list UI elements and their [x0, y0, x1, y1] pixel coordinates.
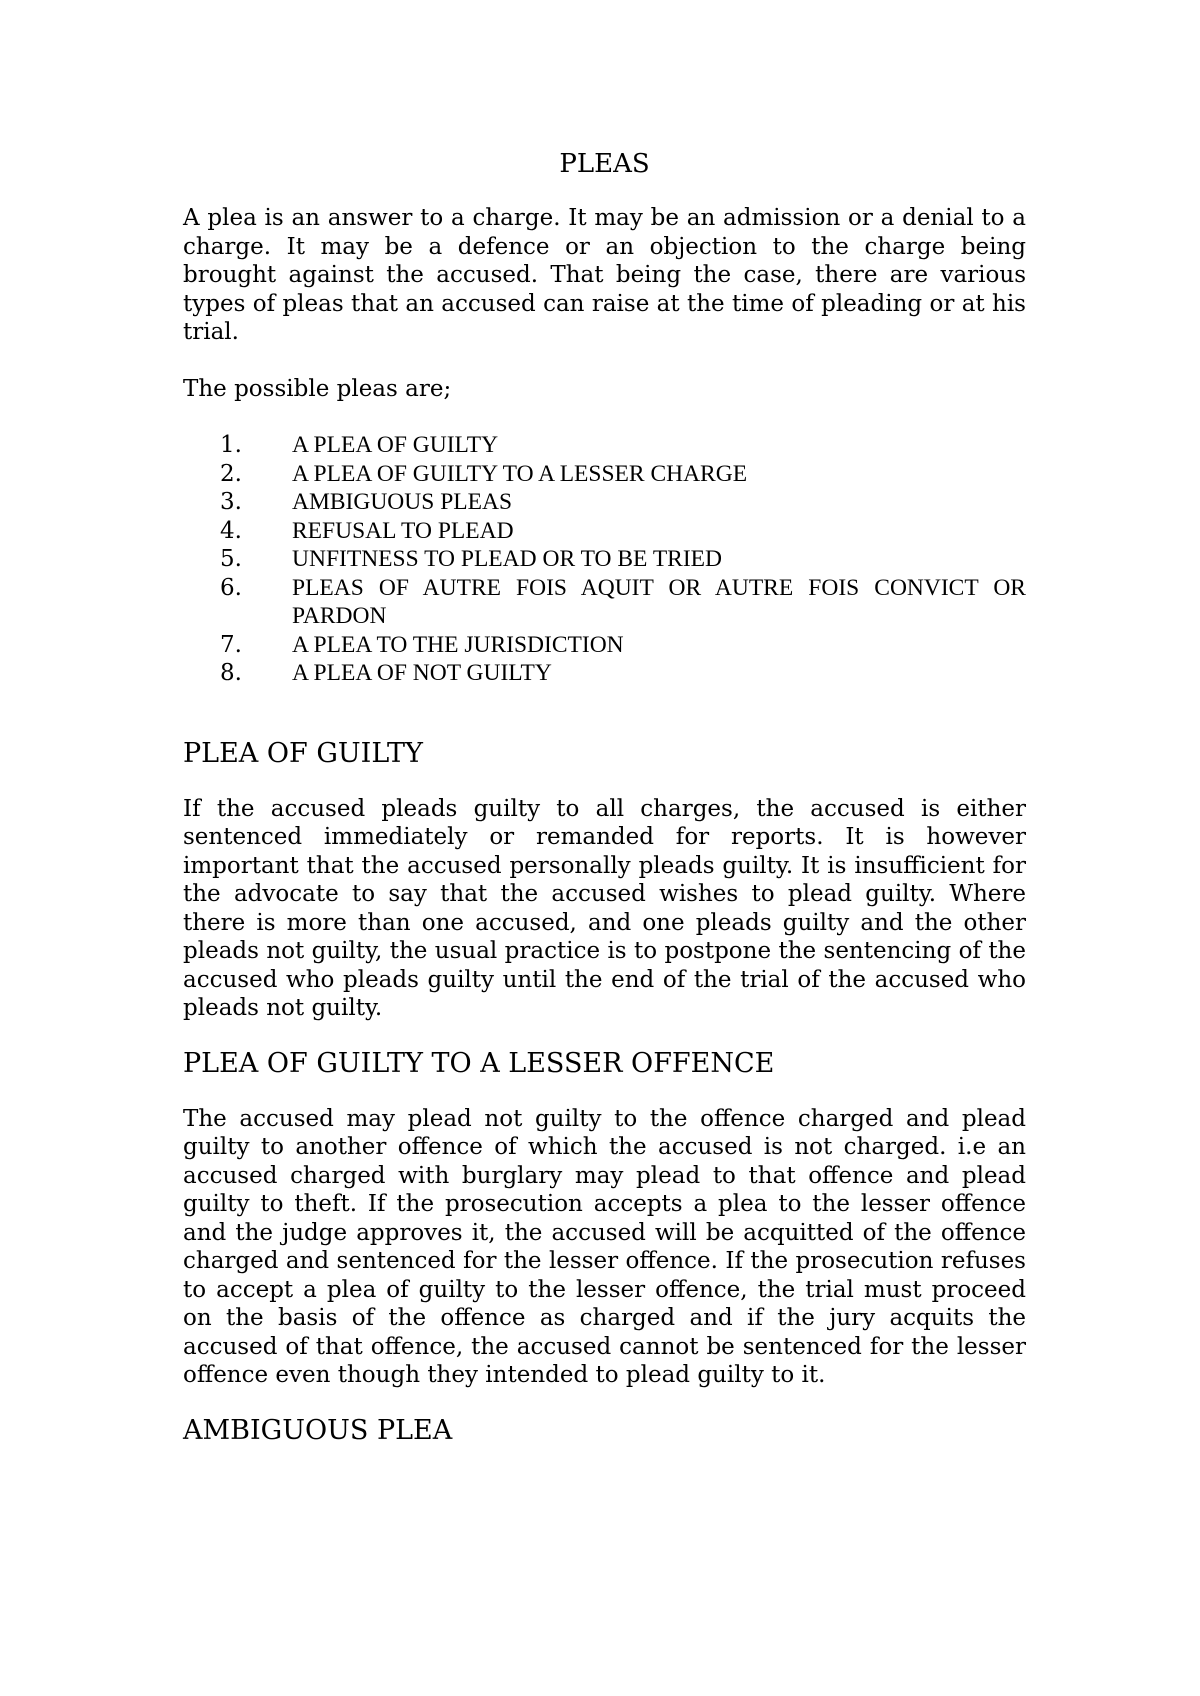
list-item — [183, 460, 1026, 489]
list-item-text: A PLEA OF GUILTY TO A LESSER CHARGE — [292, 460, 748, 487]
list-item-text: A PLEA OF GUILTY — [292, 432, 499, 458]
spacer — [183, 688, 1026, 737]
list-item-text: REFUSAL TO PLEAD — [292, 517, 514, 544]
list-item — [183, 659, 1026, 688]
spacer — [183, 1023, 1026, 1047]
list-item-number: 6. — [220, 574, 242, 601]
list-item — [183, 631, 1026, 660]
intro-paragraph: A plea is an answer to a charge. It may be an admission or a denial to a charge. It may be a defence or an objection to the charge being brought against the accused. That being the case, there are various types of pleas that an accused can raise at the time of pleading or at his trial. — [183, 205, 1026, 345]
section-body: If the accused pleads guilty to all charges, the accused is either sentenced immediately or remanded for reports. It is however important that the accused personally pleads guilty. It is insufficient for the advocate to say that the accused wishes to plead guilty. Where there is more than one accused, and one pleads guilty and the other pleads not guilty, the usual practice is to postpone the sentencing of the accused who pleads guilty until the end of the trial of the accused who pleads not guilty. — [183, 795, 1026, 1021]
list-item-text: A PLEA TO THE JURISDICTION — [292, 631, 624, 658]
section-heading: PLEA OF GUILTY — [183, 737, 423, 769]
list-item — [183, 574, 1026, 631]
document-content — [183, 147, 1026, 1448]
spacer — [183, 403, 1026, 431]
list-item-number: 7. — [220, 631, 242, 658]
list-item — [183, 517, 1026, 546]
list-item-number: 1. — [220, 432, 242, 458]
list-item-number: 5. — [220, 546, 242, 572]
section-heading: AMBIGUOUS PLEA — [183, 1414, 453, 1446]
section-heading: PLEA OF GUILTY TO A LESSER OFFENCE — [183, 1047, 775, 1079]
pleas-list — [183, 431, 1026, 688]
list-item-number: 2. — [220, 460, 242, 487]
spacer — [183, 1081, 1026, 1105]
list-item — [183, 431, 1026, 460]
list-item-text: A PLEA OF NOT GUILTY — [292, 660, 552, 686]
section-body: The accused may plead not guilty to the offence charged and plead guilty to another offence of which the accused is not charged. i.e an accused charged with burglary may plead to that offence and plead guilty to theft. If the prosecution accepts a plea to the lesser offence and the judge approves it, the accused will be acquitted of the offence charged and sentenced for the lesser offence. If the prosecution refuses to accept a plea of guilty to the lesser offence, the trial must proceed on the basis of the offence as charged and if the jury acquits the accused of that offence, the accused cannot be sentenced for the lesser offence even though they intended to plead guilty to it. — [183, 1105, 1026, 1388]
list-item — [183, 545, 1026, 574]
list-item-number: 8. — [220, 660, 242, 686]
list-item-number: 4. — [220, 517, 242, 544]
list-item-text: AMBIGUOUS PLEAS — [292, 489, 513, 515]
spacer — [183, 771, 1026, 795]
list-item-text: PLEAS OF AUTRE FOIS AQUIT OR AUTRE FOIS CONVICT OR PARDON — [292, 574, 1026, 629]
document-title: PLEAS — [559, 149, 650, 179]
list-item-text: UNFITNESS TO PLEAD OR TO BE TRIED — [292, 546, 723, 572]
spacer — [183, 1390, 1026, 1414]
spacer — [183, 347, 1026, 375]
list-item-number: 3. — [220, 489, 242, 515]
list-intro: The possible pleas are; — [183, 375, 452, 402]
list-item — [183, 488, 1026, 517]
